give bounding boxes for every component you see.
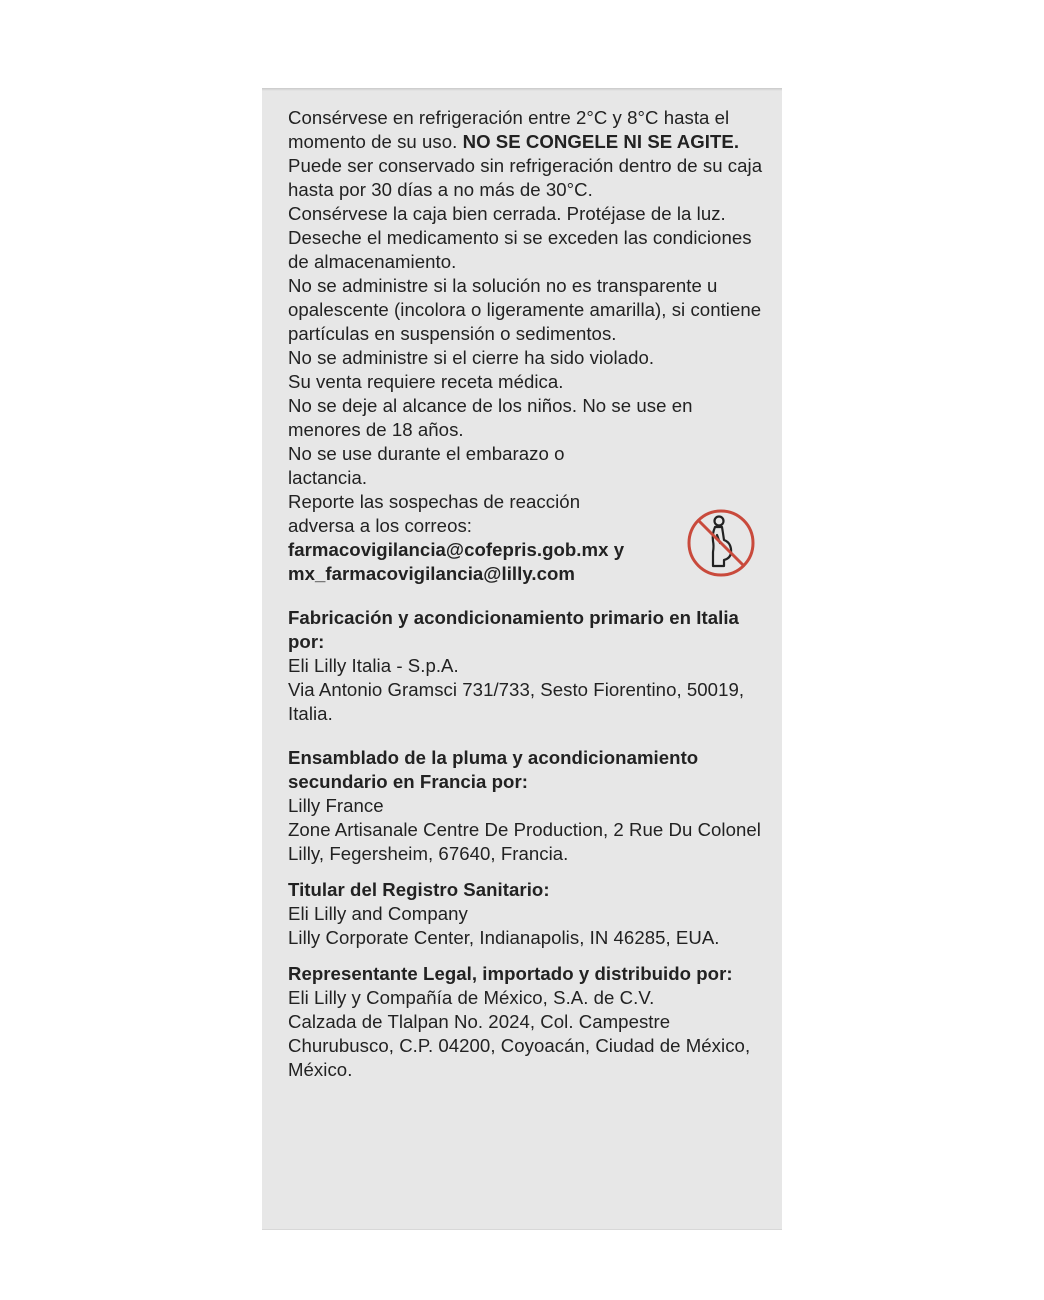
warning-solution: No se administre si la solución no es transparente u opalescente (incolora o ligeramente amarilla), si contiene partículas en suspensión o sedimentos. (288, 275, 762, 344)
representative-heading: Representante Legal, importado y distribuido por: (288, 963, 733, 984)
email-lilly: mx_farmacovigilancia@lilly.com (288, 563, 575, 584)
label-text (288, 106, 768, 1082)
assembly-address: Zone Artisanale Centre De Production, 2 Rue Du Colonel Lilly, Fegersheim, 67640, Francia. (288, 819, 761, 864)
storage-no-freeze-warning: NO SE CONGELE NI SE AGITE. (462, 131, 740, 152)
warning-pregnancy: No se use durante el embarazo o lactancia. (288, 443, 565, 488)
manufacturing-company: Eli Lilly Italia - S.p.A. (288, 655, 459, 676)
manufacturing-heading: Fabricación y acondicionamiento primario en Italia por: (288, 607, 739, 652)
holder-company: Eli Lilly and Company (288, 903, 468, 924)
holder-address: Lilly Corporate Center, Indianapolis, IN 46285, EUA. (288, 927, 720, 948)
storage-refrigeration-text: Consérvese en refrigeración entre 2°C y 8°C hasta el momento de su uso. (288, 107, 730, 152)
warning-prescription: Su venta requiere receta médica. (288, 371, 564, 392)
assembly-heading: Ensamblado de la pluma y acondicionamiento secundario en Francia por: (288, 747, 699, 792)
storage-instruction (288, 106, 768, 154)
no-pregnancy-icon (686, 508, 756, 578)
manufacturing-address: Via Antonio Gramsci 731/733, Sesto Fiorentino, 50019, Italia. (288, 679, 745, 724)
storage-no-refrigeration: Puede ser conservado sin refrigeración dentro de su caja hasta por 30 días a no más de 30°C. (288, 155, 763, 200)
assembly-company: Lilly France (288, 795, 384, 816)
representative-address: Calzada de Tlalpan No. 2024, Col. Campestre Churubusco, C.P. 04200, Coyoacán, Ciudad de México, México. (288, 1011, 751, 1080)
storage-discard: Deseche el medicamento si se exceden las condiciones de almacenamiento. (288, 227, 752, 272)
report-instruction: Reporte las sospechas de reacción adversa a los correos: (288, 491, 581, 536)
warning-seal: No se administre si el cierre ha sido violado. (288, 347, 655, 368)
storage-keep-closed: Consérvese la caja bien cerrada. Protéjase de la luz. (288, 203, 726, 224)
package-label-panel (262, 88, 782, 1230)
representative-company: Eli Lilly y Compañía de México, S.A. de C.V. (288, 987, 655, 1008)
email-cofepris: farmacovigilancia@cofepris.gob.mx y (288, 539, 625, 560)
warning-children: No se deje al alcance de los niños. No se use en menores de 18 años. (288, 395, 693, 440)
holder-heading: Titular del Registro Sanitario: (288, 879, 550, 900)
